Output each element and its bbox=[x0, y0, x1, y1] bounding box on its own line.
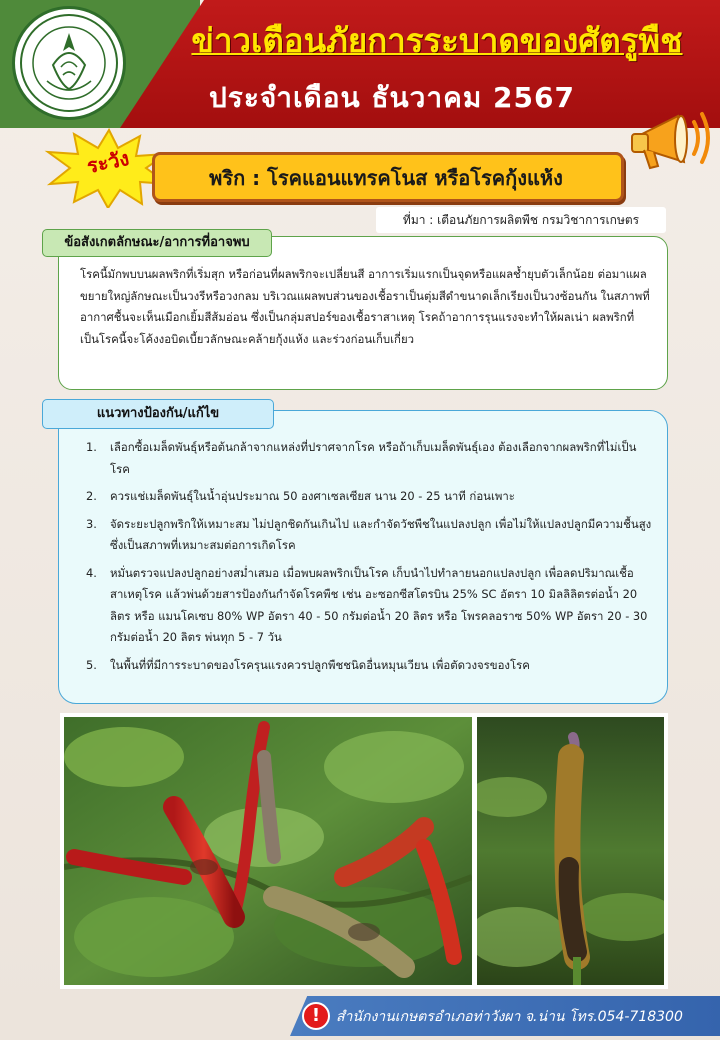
diseased-chili-single-photo bbox=[477, 717, 664, 985]
list-item-number: 1. bbox=[86, 440, 97, 454]
list-item-number: 2. bbox=[86, 489, 97, 503]
header bbox=[0, 0, 720, 128]
footer-contact: สำนักงานเกษตรอำเภอท่าวังผา จ.น่าน โทร.054-718300 bbox=[336, 1009, 683, 1025]
list-item-text: หมั่นตรวจแปลงปลูกอย่างสม่ำเสมอ เมื่อพบผลพริกเป็นโรค เก็บนำไปทำลายนอกแปลงปลูก เพื่อลดปริมาณเชื้อสาเหตุโรค แล้วพ่นด้วยสารป้องกันกำจัดโรคพืช เช่น อะซอกซีสโตรบิน 25% SC อัตรา 10 มิลลิลิตรต่อน้ำ 20 ลิตร หรือ แมนโคเซบ 80% WP อัตรา 40 - 50 กรัมต่อน้ำ 20 ลิตร หรือ โพรคลอราซ 50% WP อัตรา 20 - 30 กรัมต่อน้ำ 20 ลิตร พ่นทุก 5 - 7 วัน bbox=[110, 565, 648, 644]
alert-icon: ! bbox=[302, 1002, 330, 1030]
list-item-number: 3. bbox=[86, 516, 97, 531]
observation-body: โรคนี้มักพบบนผลพริกที่เริ่มสุก หรือก่อนที่ผลพริกจะเปลี่ยนสี อาการเริ่มแรกเป็นจุดหรือแผลช้ำยุบตัวเล็กน้อย ต่อมาแผลขยายใหญ่ลักษณะเป็นวงรีหรือวงกลม บริเวณแผลพบส่วนของเชื้อราเป็นตุ่มสีดำขนาดเล็กเรียงเป็นวงซ้อนกัน ในสภาพที่อากาศชื้นจะเห็นเมือกเยิ้มสีส้มอ่อน ซึ่งเป็นกลุ่มสปอร์ของเชื้อราสาเหตุ โรคถ้าอาการรุนแรงจะทำให้ผลเน่า ผลพริกที่เป็นโรคนี้จะโค้งงอบิดเบี้ยวลักษณะคล้ายกุ้งแห้ง และร่วงก่อนเก็บเกี่ยว bbox=[80, 267, 650, 346]
list-item-text: ในพื้นที่ที่มีการระบาดของโรครุนแรงควรปลูกพืชชนิดอื่นหมุนเวียน เพื่อตัดวงจรของโรค bbox=[110, 657, 530, 672]
department-seal-icon bbox=[12, 6, 126, 120]
list-item-text: ควรแช่เมล็ดพันธุ์ในน้ำอุ่นประมาณ 50 องศาเซลเซียส นาน 20 - 25 นาที ก่อนเพาะ bbox=[110, 489, 515, 503]
megaphone-icon bbox=[620, 92, 712, 184]
prevention-heading: แนวทางป้องกัน/แก้ไข bbox=[42, 399, 274, 429]
list-item bbox=[80, 563, 652, 649]
warning-headline: พริก : โรคแอนแทรคโนส หรือโรคกุ้งแห้ง bbox=[209, 166, 563, 190]
list-item bbox=[80, 437, 652, 480]
list-item bbox=[80, 486, 652, 508]
list-item-number: 4. bbox=[86, 565, 97, 580]
diseased-chili-cluster-photo bbox=[64, 717, 472, 985]
list-item bbox=[80, 655, 652, 677]
page-title: ข่าวเตือนภัยการระบาดของศัตรูพืช bbox=[191, 21, 683, 60]
source-note: ที่มา : เตือนภัยการผลิตพืช กรมวิชาการเกษตร bbox=[376, 207, 666, 233]
list-item-number: 5. bbox=[86, 657, 97, 672]
page-subtitle: ประจำเดือน ธันวาคม 2567 bbox=[209, 81, 575, 114]
list-item-text: เลือกซื้อเมล็ดพันธุ์หรือต้นกล้าจากแหล่งที่ปราศจากโรค หรือถ้าเก็บเมล็ดพันธุ์เอง ต้องเลือกจากผลพริกที่ไม่เป็นโรค bbox=[110, 440, 637, 476]
observation-heading: ข้อสังเกตลักษณะ/อาการที่อาจพบ bbox=[42, 229, 272, 257]
warning-badge-label: ระวัง bbox=[84, 145, 132, 179]
list-item bbox=[80, 514, 652, 557]
list-item-text: จัดระยะปลูกพริกให้เหมาะสม ไม่ปลูกชิดกันเกินไป และกำจัดวัชพืชในแปลงปลูก เพื่อไม่ให้แปลงปลูกมีความชื้นสูง ซึ่งเป็นสภาพที่เหมาะสมต่อการเกิดโรค bbox=[110, 516, 652, 552]
prevention-list bbox=[80, 437, 652, 682]
